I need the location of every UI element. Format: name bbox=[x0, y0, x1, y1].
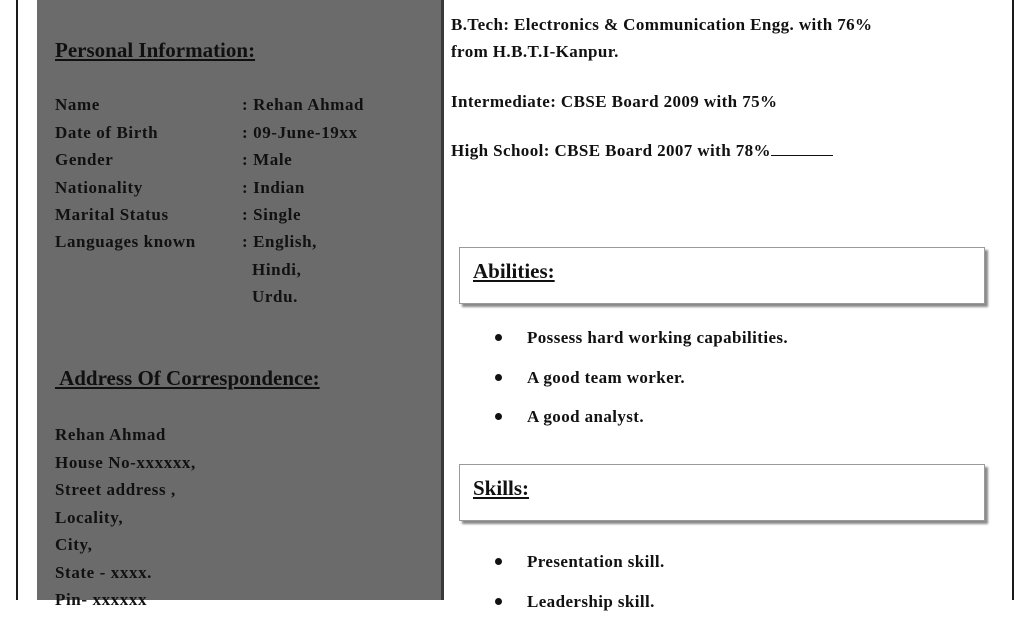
address-line: House No-xxxxxx, bbox=[55, 453, 196, 473]
list-item-text: Presentation skill. bbox=[527, 552, 665, 571]
abilities-heading: Abilities: bbox=[473, 259, 555, 284]
row-label: Nationality bbox=[55, 178, 143, 198]
row-label: Name bbox=[55, 95, 100, 115]
abilities-list bbox=[495, 328, 788, 447]
row-value: : Single bbox=[242, 205, 301, 225]
personal-info-heading: Personal Information: bbox=[55, 38, 255, 63]
list-item-text: Possess hard working capabilities. bbox=[527, 328, 788, 347]
address-line: Locality, bbox=[55, 508, 123, 528]
list-item bbox=[495, 368, 788, 408]
row-value: : Male bbox=[242, 150, 292, 170]
row-label: Gender bbox=[55, 150, 113, 170]
personal-row-gender bbox=[55, 150, 425, 176]
education-btech-line2: from H.B.T.I-Kanpur. bbox=[451, 38, 977, 65]
row-value: : Rehan Ahmad bbox=[242, 95, 364, 115]
list-item bbox=[495, 592, 665, 631]
bullet-icon bbox=[495, 598, 502, 605]
page-border-left bbox=[16, 0, 18, 600]
list-item-text: Leadership skill. bbox=[527, 592, 655, 611]
personal-row-nationality bbox=[55, 178, 425, 204]
education-btech-line1: B.Tech: Electronics & Communication Engg. with 76% bbox=[451, 11, 977, 38]
panel-divider bbox=[441, 0, 444, 600]
underline-blank bbox=[771, 141, 833, 156]
bullet-icon bbox=[495, 334, 502, 341]
language-urdu: Urdu. bbox=[252, 287, 298, 307]
education-intermediate: Intermediate: CBSE Board 2009 with 75% bbox=[451, 88, 977, 115]
list-item bbox=[495, 407, 788, 447]
address-line: City, bbox=[55, 535, 92, 555]
personal-row-marital-status bbox=[55, 205, 425, 231]
bullet-icon bbox=[495, 558, 502, 565]
row-value: : 09-June-19xx bbox=[242, 123, 358, 143]
bullet-icon bbox=[495, 413, 502, 420]
skills-list bbox=[495, 552, 665, 631]
list-item bbox=[495, 552, 665, 592]
list-item-text: A good analyst. bbox=[527, 407, 644, 426]
bullet-icon bbox=[495, 374, 502, 381]
row-value: : Indian bbox=[242, 178, 305, 198]
skills-heading-box bbox=[459, 464, 985, 521]
skills-heading: Skills: bbox=[473, 476, 529, 501]
row-value: : English, bbox=[242, 232, 317, 252]
high-school-text: High School: CBSE Board 2007 with 78% bbox=[451, 141, 771, 160]
language-hindi: Hindi, bbox=[252, 260, 301, 280]
address-line: Pin- xxxxxx bbox=[55, 590, 147, 610]
row-label: Date of Birth bbox=[55, 123, 158, 143]
address-line: Rehan Ahmad bbox=[55, 425, 166, 445]
personal-row-languages bbox=[55, 232, 425, 258]
row-label: Languages known bbox=[55, 232, 196, 252]
list-item-text: A good team worker. bbox=[527, 368, 685, 387]
address-line: State - xxxx. bbox=[55, 563, 152, 583]
personal-row-name bbox=[55, 95, 425, 121]
abilities-heading-box bbox=[459, 247, 985, 304]
list-item bbox=[495, 328, 788, 368]
address-heading: Address Of Correspondence: bbox=[55, 366, 320, 391]
personal-row-dob bbox=[55, 123, 425, 149]
education-high-school bbox=[451, 137, 977, 164]
row-label: Marital Status bbox=[55, 205, 169, 225]
address-line: Street address , bbox=[55, 480, 176, 500]
page-border-right bbox=[1012, 0, 1014, 600]
